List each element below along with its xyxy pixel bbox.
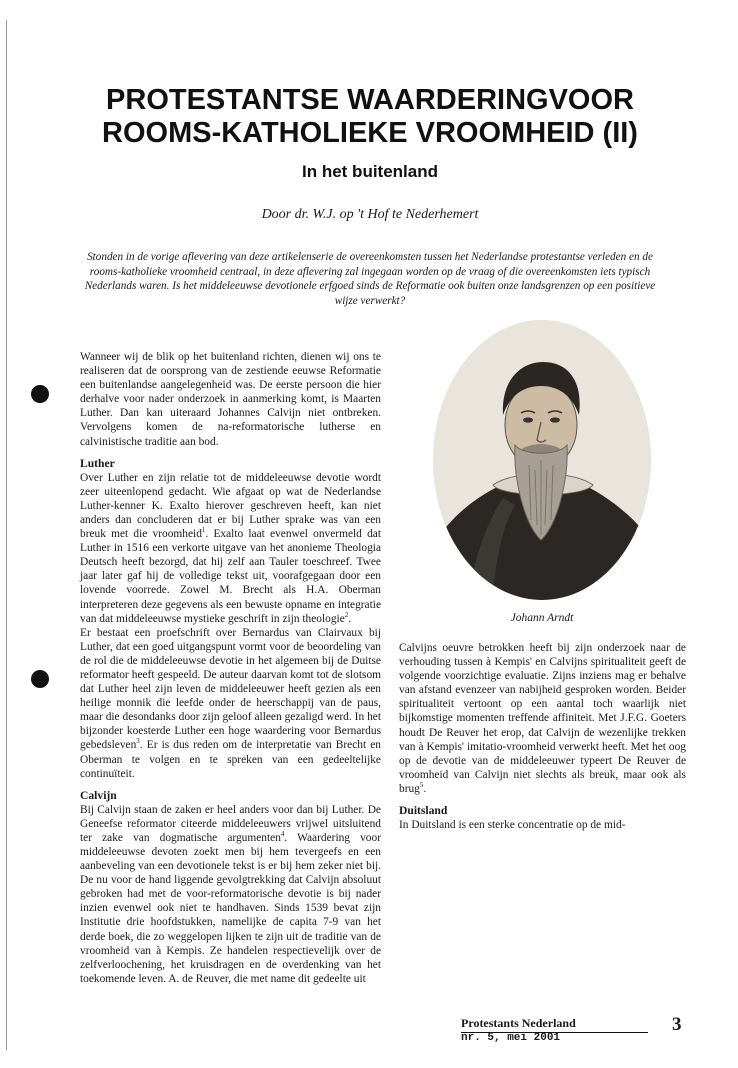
footnote-ref-3: 3 xyxy=(136,737,140,746)
footnote-ref-2: 2 xyxy=(344,610,349,619)
article-intro: Stonden in de vorige aflevering van deze artikelenserie de overeenkomsten tussen het Nederlandse protestantse verleden en de rooms-katholieke vroomheid centraal, in deze aflevering zal ingegaan worden op de vraag of die overeenkomsten iets typisch Nederlands waren. Is het middeleeuwse devotionele erfgoed sinds de Reformatie ook buiten onze landsgrenzen op een positieve wijze verwerkt? xyxy=(84,251,656,307)
footer-magazine-name: Protestants Nederland xyxy=(461,1016,648,1033)
heading-luther: Luther xyxy=(80,456,115,470)
footnote-ref-5: 5 xyxy=(419,781,424,790)
footer-issue: nr. 5, mei 2001 xyxy=(461,1032,561,1044)
author-byline: Door dr. W.J. op 't Hof te Nederhemert xyxy=(261,207,479,222)
text-luther-1b: . Exalto laat evenwel onvermeld dat Luther in 1516 een verkorte uitgave van het anonieme Theologia Deutsch heeft bezorgd, dat hij zelf aan Tauler toeschreef. Twee jaar later gaf hij de volledige tekst uit, voorafgegaan door een lovende voorrede. Zowel M. Brecht als H.A. Oberman interpreteren deze gegevens als een bewuste opname en integratie van dat middeleeuwse mystieke geschrift in zijn theologie xyxy=(80,528,381,625)
paragraph-calvijn-1-continued xyxy=(399,641,686,796)
paragraph-luther-1 xyxy=(80,471,381,626)
punch-hole-top xyxy=(31,385,49,403)
footnote-ref-4: 4 xyxy=(280,830,285,839)
heading-calvijn: Calvijn xyxy=(80,788,117,802)
punch-hole-bottom xyxy=(31,670,49,688)
title-line-1: PROTESTANTSE WAARDERINGVOOR xyxy=(106,84,634,116)
title-line-2: ROOMS-KATHOLIEKE VROOMHEID (II) xyxy=(102,117,638,149)
footnote-ref-1: 1 xyxy=(201,526,206,535)
heading-duitsland: Duitsland xyxy=(399,804,448,818)
text-calvijn-1c: . xyxy=(423,782,427,795)
paragraph-luther-2 xyxy=(80,626,381,781)
text-column-left xyxy=(80,350,381,986)
article-subtitle: In het buitenland xyxy=(302,162,438,181)
paragraph-opening: Wanneer wij de blik op het buitenland richten, dienen wij ons te realiseren dat de oorsprong van de zestiende eeuwse Reformatie een buitenlandse aangelegenheid was. De eerste persoon die hier derhalve voor nader onderzoek in aanmerking komt, is Maarten Luther. Dan kan uiteraard Johannes Calvijn niet ontbreken. Vervolgens komen de na-reformatorische lutherse en calvinistische traditie aan bod. xyxy=(80,351,381,448)
portrait-illustration xyxy=(433,320,651,600)
text-luther-1c: . xyxy=(348,612,352,625)
portrait-johann-arndt xyxy=(433,320,651,600)
page-binding-edge xyxy=(6,20,7,1050)
paragraph-calvijn-1 xyxy=(80,803,381,986)
page-number: 3 xyxy=(672,1014,682,1035)
text-luther-2a: Er bestaat een proefschrift over Bernardus van Clairvaux bij Luther, dat een goed uitgangspunt vormt voor de beoordeling van de rol die de middeleeuwse devotie in het algemeen bij de Duitse reformator heeft gespeeld. De auteur daarvan komt tot de slotsom dat Luther heel zijn leven de middeleeuwer heeft gezien als een heilige monnik die leefde onder de heerschappij van de paus, maar die desondanks door zijn geloof alleen gezaligd werd. In het bijzonder koesterde Luther een hoge waardering voor Bernardus gebedsleven xyxy=(80,626,381,752)
text-luther-2b: . Er is dus reden om de interpretatie van Brecht en Oberman te volgen en te spreken van een gedeeltelijke continuïteit. xyxy=(80,739,381,780)
text-calvijn-1a: Bij Calvijn staan de zaken er heel anders voor dan bij Luther. De Geneefse reformator citeerde middeleeuwers vrijwel uitsluitend ter zake van dogmatische argumenten xyxy=(80,803,381,844)
text-calvijn-1b-continued: Calvijns oeuvre betrokken heeft bij zijn onderzoek naar de verhouding tussen à Kempis' en Calvijns spiritualiteit geeft de volgende voorzichtige evaluatie. Zijns inziens mag er behalve van afstand evenzeer van nabijheid gesproken worden. Beider spiritualiteit vertoont op een aantal toch waarlijk niet bijkomstige momenten treffende affiniteit. Met J.F.G. Goeters houdt De Reuver het erop, dat Calvijn de wezenlijke trekken van à Kempis' imitatio-vroomheid verwerkt heeft. Met het oog op de devotie van de middeleeuwer typeert De Reuver de vroomheid van Calvijn niet slechts als breuk, maar ook als brug xyxy=(399,642,686,795)
article-title xyxy=(60,84,680,150)
paragraph-duitsland: In Duitsland is een sterke concentratie op de mid- xyxy=(399,819,626,832)
text-calvijn-1b: . Waardering voor middeleeuwse devoten zoekt men bij hem tevergeefs en een aanbeveling van een devotionele tekst is er bij hem zeker niet bij. De nu voor de hand liggende gevolgtrekking dat Calvijn absoluut gebroken had met de voor-reformatorische devotie is bij nader inzien evenwel ook niet te handhaven. Sinds 1539 bevat zijn Institutie drie hoofdstukken, namelijke de capita 7-9 van het derde boek, die zo weggelopen lijken te zijn uit de traditie van de vroomheid van à Kempis. Ze handelen respectievelijk over de zelfverloochening, het kruisdragen en de overdenking van het toekomende leven. A. de Reuver, die met name dit gedeelte uit xyxy=(80,831,381,985)
figure-caption: Johann Arndt xyxy=(510,612,574,624)
text-column-right xyxy=(399,641,686,832)
text-luther-1a: Over Luther en zijn relatie tot de middeleeuwse devotie wordt zeer uiteenlopend gedacht. Wie afgaat op wat de Nederlandse Luther-kenner K. Exalto hierover geschreven heeft, kan niet anders dan concluderen dat er bij Luther sprake was van een breuk met die vroomheid xyxy=(80,471,381,541)
